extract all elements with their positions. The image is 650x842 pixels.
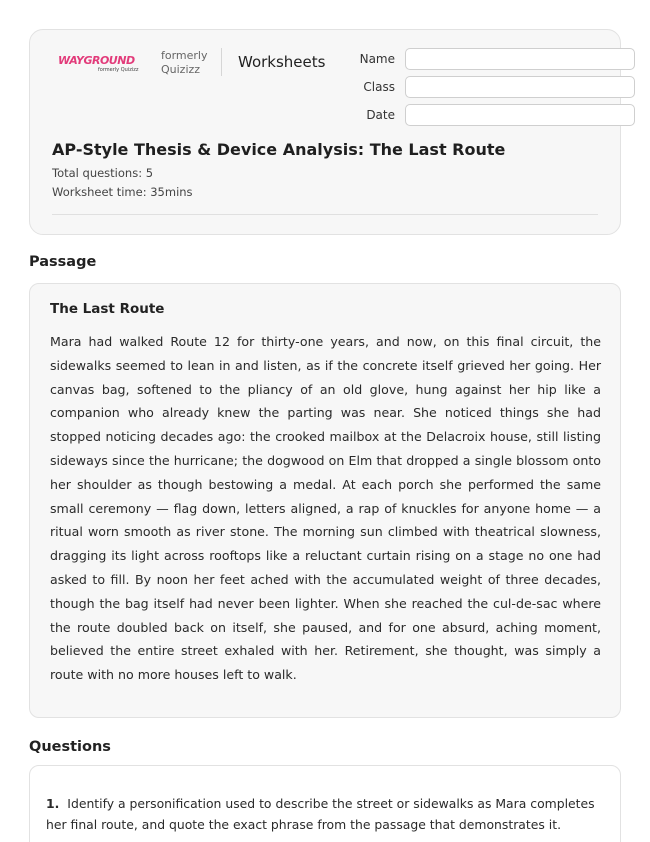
name-input[interactable]	[405, 48, 635, 70]
total-questions: Total questions: 5	[52, 166, 154, 180]
wayground-logo	[58, 53, 146, 75]
passage-title: The Last Route	[50, 301, 165, 317]
name-label: Name	[359, 52, 395, 66]
brand-title: Worksheets	[238, 53, 326, 71]
header-divider	[52, 214, 598, 215]
worksheet-time: Worksheet time: 35mins	[52, 185, 193, 199]
header-separator	[221, 48, 222, 76]
questions-heading: Questions	[29, 739, 111, 755]
worksheet-title: AP-Style Thesis & Device Analysis: The Last Route	[52, 140, 506, 159]
question-number: 1.	[46, 796, 60, 811]
question-1	[46, 793, 606, 835]
date-input[interactable]	[405, 104, 635, 126]
question-text: Identify a personification used to describe the street or sidewalks as Mara completes her final route, and quote the exact phrase from the passage that demonstrates it.	[46, 796, 595, 832]
question-card-1	[29, 765, 621, 842]
passage-card	[29, 283, 621, 718]
class-input[interactable]	[405, 76, 635, 98]
passage-body: Mara had walked Route 12 for thirty-one years, and now, on this final circuit, the sidewalks seemed to lean in and listen, as if the concrete itself grieved her going. Her canvas bag, softened to the pliancy of an old glove, hung against her hip like a companion who already knew the parting was near. She noticed things she had stopped noticing decades ago: the crooked mailbox at the Delacroix house, still listing sideways since the hurricane; the dogwood on Elm that dropped a single blossom onto her shoulder as though bestowing a medal. At each porch she performed the same small ceremony — flag down, letters aligned, a rap of knuckles for anyone home — a ritual worn smooth as river stone. The morning sun climbed with theatrical slowness, dragging its light across rooftops like a reluctant curtain rising on a stage no one had asked to fill. By noon her feet ached with the accumulated weight of three decades, though the bag itself had never been lighter. When she reached the cul-de-sac where the route doubled back on itself, she paused, and for one absurd, aching moment, believed the entire street exhaled with her. Retirement, she thought, was simply a route with no more houses left to walk.	[50, 334, 601, 683]
class-label: Class	[363, 80, 395, 94]
logo-wordmark: WAYGROUND	[58, 54, 135, 67]
formerly-line-2: Quizizz	[161, 63, 201, 76]
worksheet-header	[29, 29, 621, 235]
formerly-line-1: formerly	[161, 49, 208, 62]
passage-heading: Passage	[29, 254, 97, 270]
date-label: Date	[366, 108, 395, 122]
formerly-note	[161, 49, 208, 77]
logo-subtext: formerly Quizizz	[98, 67, 139, 73]
